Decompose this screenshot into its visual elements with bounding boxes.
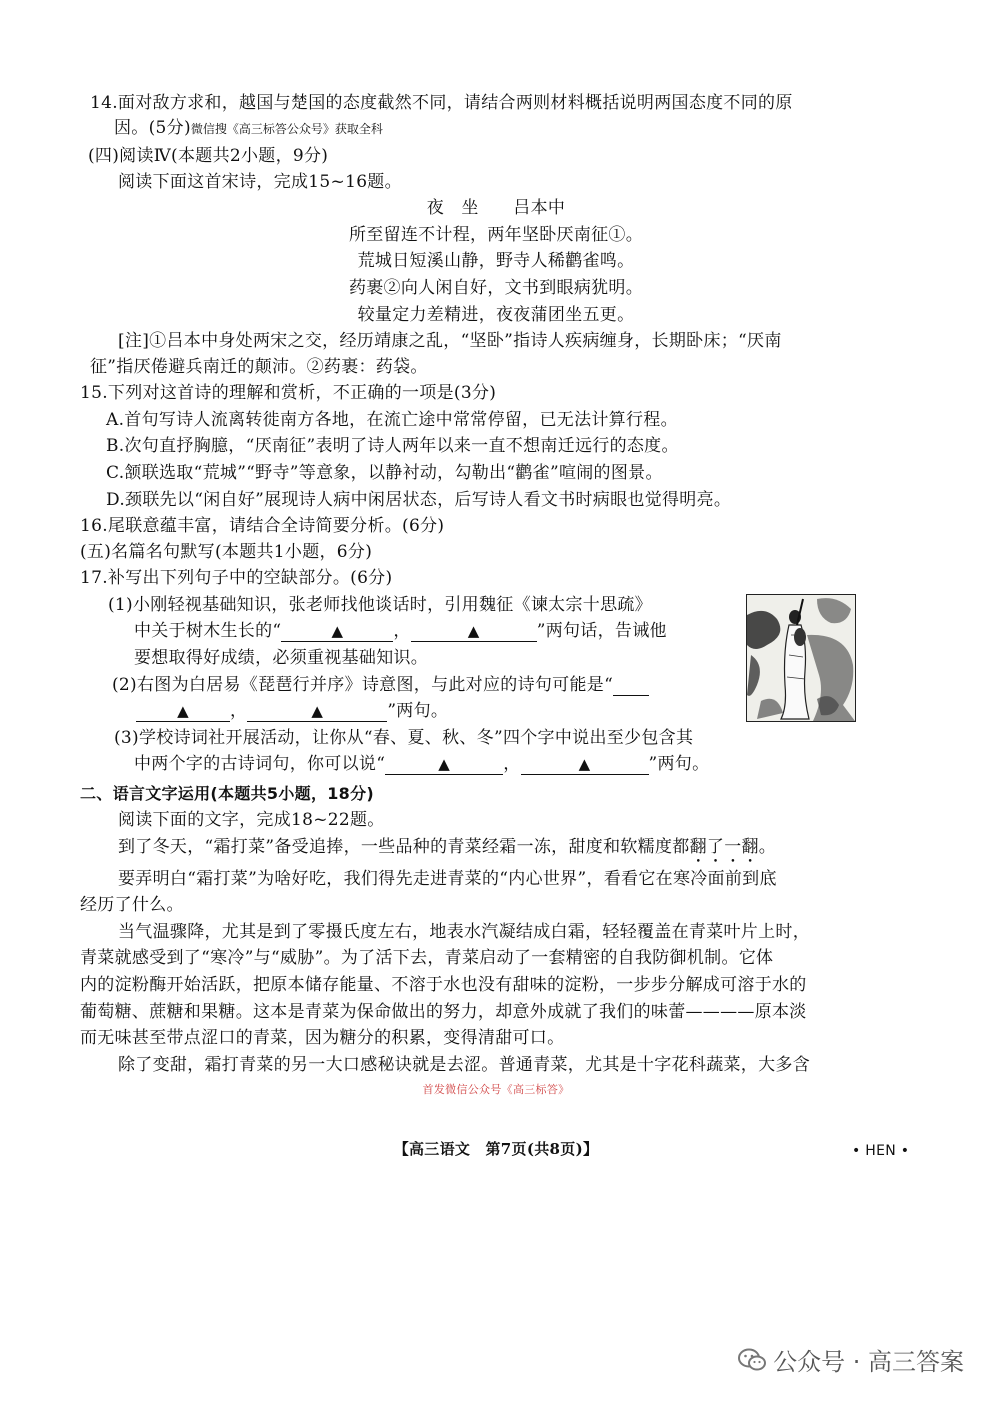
q14-score: 因。(5分): [114, 118, 191, 138]
q17-p3-mid: ，: [503, 754, 521, 774]
q17-p3-line1: (3)学校诗词社开展活动，让你从“春、夏、秋、冬”四个字中说出至少包含其: [114, 728, 694, 748]
q17-p1-mid: ，: [393, 621, 411, 641]
poem-line: 药裹②向人闲自好，文书到眼病犹明。: [348, 278, 644, 298]
q17-p1-pre: 中关于树木生长的“: [134, 621, 282, 641]
q14-line1: 14.面对敌方求和，越国与楚国的态度截然不同，请结合两则材料概括说明两国态度不同的原: [90, 93, 793, 113]
q17-stem: 17.补写出下列句子中的空缺部分。(6分): [80, 568, 393, 588]
q15-stem: 15.下列对这首诗的理解和赏析，不正确的一项是(3分): [80, 383, 497, 403]
q15-option-d: D.颈联先以“闲自好”展现诗人病中闲居状态，后写诗人看文书时病眼也觉得明亮。: [106, 490, 732, 510]
section4-intro: 阅读下面这首宋诗，完成15~16题。: [118, 172, 402, 192]
q17-p1-line2: [134, 620, 667, 642]
answer-blank[interactable]: ▲: [247, 701, 387, 722]
pipa-illustration-drawing: [747, 595, 855, 721]
q17-p3-line2: [134, 753, 709, 775]
part2-p1-emphasis: 翻了一翻: [689, 837, 759, 857]
answer-blank[interactable]: ▲: [521, 754, 649, 775]
poem-note-line2: 征”指厌倦避兵南迁的颠沛。②药裹：药袋。: [90, 357, 428, 377]
q17-p2-mid: ，: [230, 701, 248, 721]
part2-p2-line1: 要弄明白“霜打菜”为啥好吃，我们得先走进青菜的“内心世界”，看看它在寒冷面前到底: [118, 869, 777, 889]
q17-p1-line3: 要想取得好成绩，必须重视基础知识。: [134, 648, 429, 668]
answer-blank[interactable]: ▲: [385, 754, 503, 775]
page-footer: 【高三语文 第7页(共8页)】: [393, 1140, 599, 1158]
poem-line: 荒城日短溪山静，野寺人稀鹳雀鸣。: [357, 251, 635, 271]
part2-intro: 阅读下面的文字，完成18~22题。: [118, 810, 385, 830]
watermark-text: 首发微信公众号《高三标答》: [422, 1083, 570, 1096]
part2-p3-line4: 葡萄糖、蔗糖和果糖。这本是青菜为保命做出的努力，却意外成就了我们的味蕾————原本淡: [80, 1002, 807, 1022]
answer-blank[interactable]: ▲: [136, 701, 230, 722]
q17-p2-line2: [136, 700, 448, 722]
part2-p1-pre: 到了冬天，“霜打菜”备受追捧，一些品种的青菜经霜一冻，甜度和软糯度都: [118, 837, 690, 857]
q14-note: 微信搜《高三标答公众号》获取全科: [190, 122, 383, 136]
part2-p2-line2: 经历了什么。: [80, 895, 184, 915]
poem-line: 所至留连不计程，两年坚卧厌南征①。: [348, 225, 644, 245]
q17-p3-post: ”两句。: [648, 754, 710, 774]
wechat-icon: [737, 1347, 767, 1379]
section5-heading: (五)名篇名句默写(本题共1小题，6分): [80, 542, 373, 562]
part2-p3-line3: 内的淀粉酶开始活跃，把原本储存能量、不溶于水也没有甜味的淀粉，一步步分解成可溶于水的: [80, 975, 807, 995]
brand-text: 公众号 · 高三答案: [773, 1348, 964, 1376]
brand-mark: [737, 1342, 964, 1379]
part2-p1: [118, 836, 776, 867]
q17-p2-pre: (2)右图为白居易《琵琶行并序》诗意图，与此对应的诗句可能是“: [112, 675, 614, 695]
answer-blank[interactable]: ▲: [411, 621, 537, 642]
q15-option-a: A.首句写诗人流离转徙南方各地，在流亡途中常常停留，已无法计算行程。: [106, 410, 678, 430]
part2-heading: 二、语言文字运用(本题共5小题，18分): [80, 784, 375, 803]
poem-line: 较量定力差精进，夜夜蒲团坐五更。: [357, 305, 635, 325]
exam-code: • HEN •: [852, 1143, 910, 1159]
part2-p4: 除了变甜，霜打青菜的另一大口感秘诀就是去涩。普通青菜，尤其是十字花科蔬菜，大多含: [118, 1055, 810, 1075]
section4-heading: (四)阅读Ⅳ(本题共2小题，9分): [88, 146, 329, 166]
answer-blank[interactable]: ▲: [281, 621, 393, 642]
pipa-illustration: [746, 594, 856, 722]
q15-option-b: B.次句直抒胸臆，“厌南征”表明了诗人两年以来一直不想南迁远行的态度。: [106, 436, 679, 456]
q17-p2-post: ”两句。: [387, 701, 449, 721]
part2-p3-line2: 青菜就感受到了“寒冷”与“威胁”。为了活下去，青菜启动了一套精密的自我防御机制。它体: [80, 948, 774, 968]
part2-p3-line5: 而无味甚至带点涩口的青菜，因为糖分的积累，变得清甜可口。: [80, 1028, 565, 1048]
q16-stem: 16.尾联意蕴丰富，请结合全诗简要分析。(6分): [80, 516, 445, 536]
poem-title: 夜 坐 吕本中: [426, 198, 566, 218]
answer-blank-start[interactable]: [613, 675, 649, 696]
q17-p1-line1: (1)小刚轻视基础知识，张老师找他谈话时，引用魏征《谏太宗十思疏》: [108, 595, 652, 615]
q15-option-c: C.颔联选取“荒城”“野寺”等意象，以静衬动，勾勒出“鹳雀”喧闹的图景。: [106, 463, 663, 483]
q17-p3-pre: 中两个字的古诗词句，你可以说“: [134, 754, 386, 774]
q17-p2-line1: [112, 674, 649, 696]
poem-note-line1: [注]①吕本中身处两宋之交，经历靖康之乱，“坚卧”指诗人疾病缠身，长期卧床；“厌南: [118, 331, 782, 351]
q14-line2: [114, 117, 383, 140]
part2-p3-line1: 当气温骤降，尤其是到了零摄氏度左右，地表水汽凝结成白霜，轻轻覆盖在青菜叶片上时，: [118, 922, 810, 942]
part2-p1-post: 。: [758, 837, 777, 857]
q17-p1-post: ”两句话，告诫他: [536, 621, 667, 641]
